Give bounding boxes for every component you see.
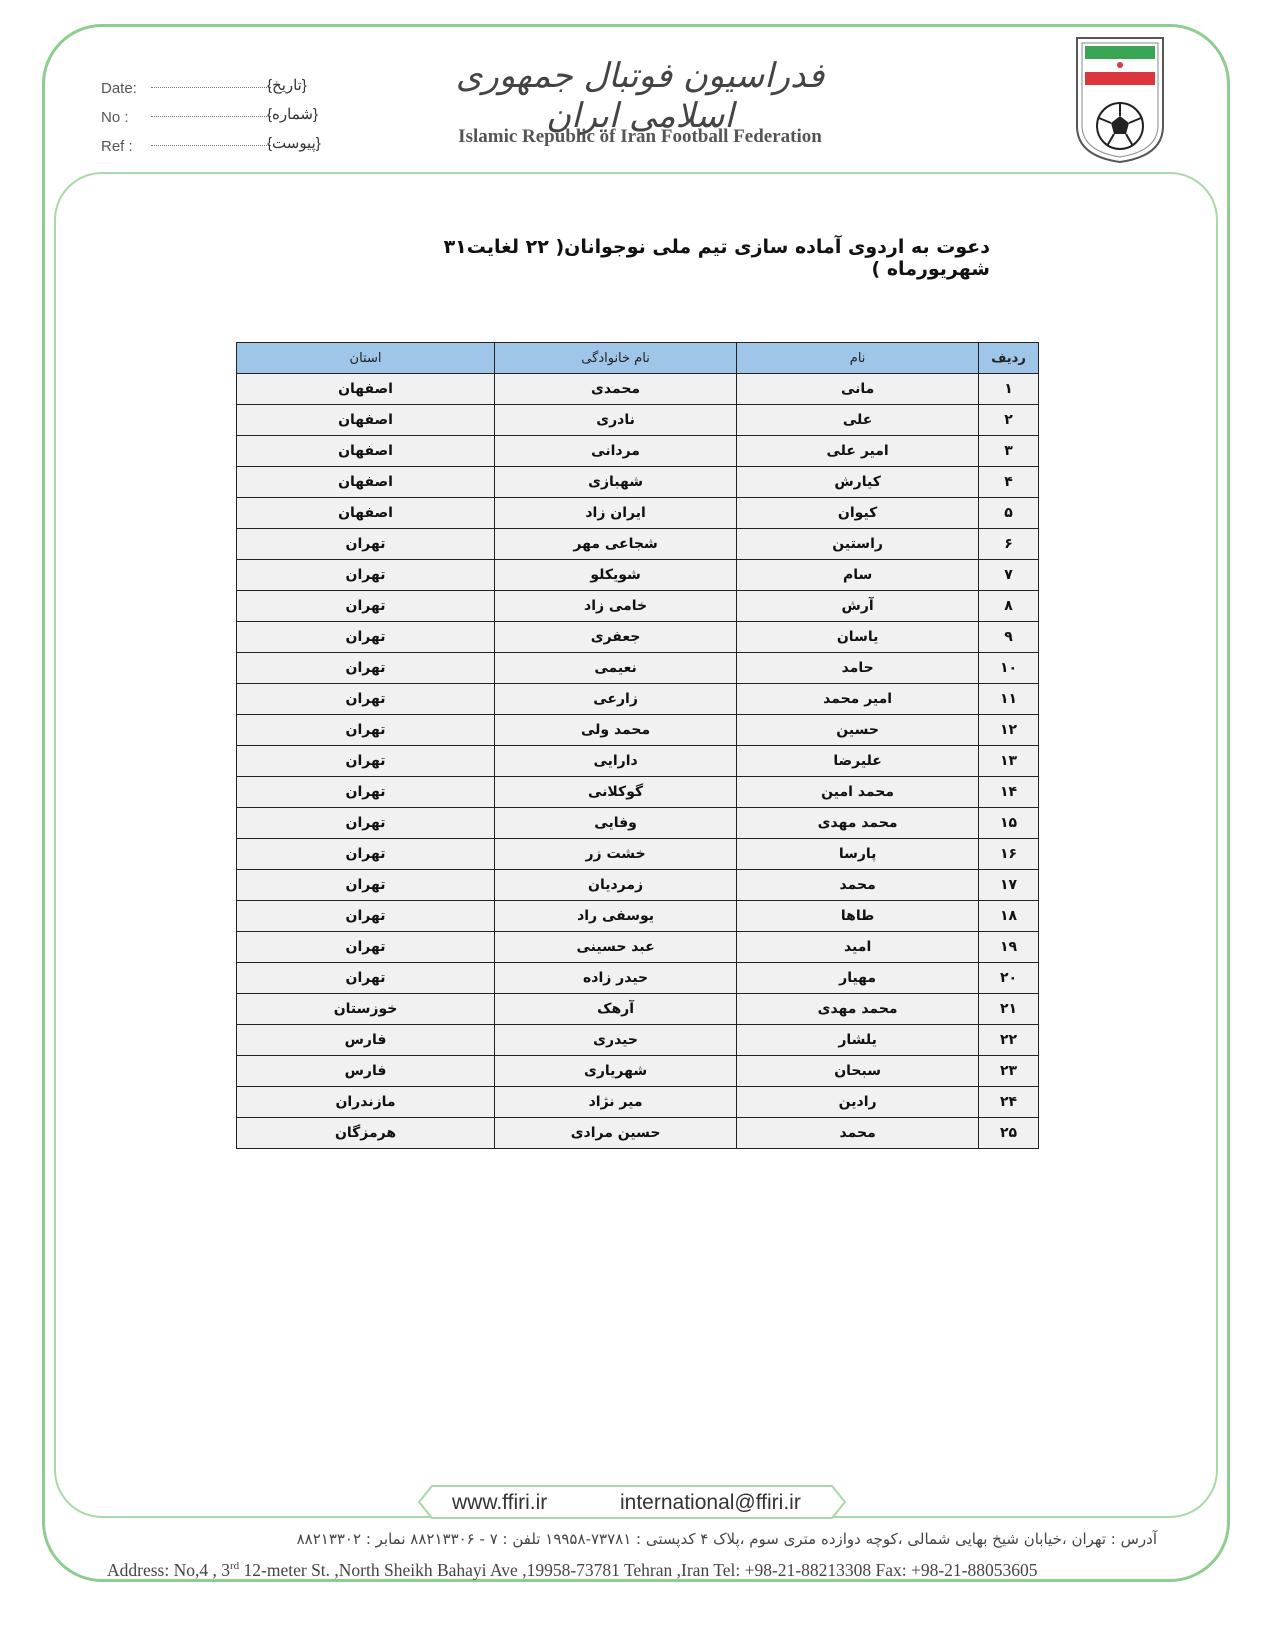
column-header-province: استان <box>237 343 495 374</box>
meta-dotted-line <box>151 145 271 146</box>
cell-row-index: ۲۳ <box>979 1056 1039 1087</box>
cell-province: تهران <box>237 901 495 932</box>
federation-name-english: Islamic Republic of Iran Football Federation <box>458 126 822 147</box>
cell-last-name: میر نژاد <box>495 1087 737 1118</box>
cell-last-name: زارعی <box>495 684 737 715</box>
cell-province: فارس <box>237 1025 495 1056</box>
table-row <box>237 436 1039 467</box>
cell-province: تهران <box>237 715 495 746</box>
cell-row-index: ۲ <box>979 405 1039 436</box>
meta-ref-value: {پیوست} <box>267 135 321 152</box>
cell-last-name: جعفری <box>495 622 737 653</box>
letter-meta <box>101 76 321 163</box>
address-part: Address: No,4 , 3 <box>107 1560 230 1580</box>
cell-province: تهران <box>237 529 495 560</box>
cell-first-name: راستین <box>737 529 979 560</box>
cell-last-name: شجاعی مهر <box>495 529 737 560</box>
address-part: 12-meter St. ,North Sheikh Bahayi Ave ,19958-73781 Tehran ,Iran Tel: +98-21-88213308 Fax: +98-21-88053605 <box>239 1560 1038 1580</box>
cell-row-index: ۱۸ <box>979 901 1039 932</box>
cell-row-index: ۱۵ <box>979 808 1039 839</box>
cell-first-name: امیر محمد <box>737 684 979 715</box>
table-row <box>237 1025 1039 1056</box>
cell-province: تهران <box>237 839 495 870</box>
federation-logo-icon <box>1073 34 1167 164</box>
cell-row-index: ۳ <box>979 436 1039 467</box>
cell-row-index: ۱۶ <box>979 839 1039 870</box>
table-row <box>237 808 1039 839</box>
cell-row-index: ۴ <box>979 467 1039 498</box>
address-ordinal: rd <box>229 1560 240 1573</box>
table-row <box>237 715 1039 746</box>
cell-first-name: یاسان <box>737 622 979 653</box>
cell-province: تهران <box>237 591 495 622</box>
meta-dotted-line <box>151 116 271 117</box>
cell-row-index: ۸ <box>979 591 1039 622</box>
cell-first-name: رادین <box>737 1087 979 1118</box>
table-row <box>237 1087 1039 1118</box>
cell-province: اصفهان <box>237 436 495 467</box>
cell-row-index: ۱۴ <box>979 777 1039 808</box>
cell-last-name: زمردیان <box>495 870 737 901</box>
table-row <box>237 374 1039 405</box>
cell-first-name: سام <box>737 560 979 591</box>
cell-first-name: محمد <box>737 870 979 901</box>
cell-province: اصفهان <box>237 405 495 436</box>
meta-dotted-line <box>151 87 271 88</box>
cell-row-index: ۶ <box>979 529 1039 560</box>
cell-province: تهران <box>237 932 495 963</box>
cell-last-name: دارایی <box>495 746 737 777</box>
cell-first-name: محمد امین <box>737 777 979 808</box>
cell-province: اصفهان <box>237 498 495 529</box>
cell-province: تهران <box>237 653 495 684</box>
cell-last-name: وفایی <box>495 808 737 839</box>
document-title: دعوت به اردوی آماده سازی تیم ملی نوجوانان( ۲۲ لغایت۳۱ شهریورماه ) <box>443 236 990 280</box>
cell-province: اصفهان <box>237 467 495 498</box>
footer-address-english <box>107 1560 1167 1581</box>
cell-last-name: خشت زر <box>495 839 737 870</box>
cell-province: تهران <box>237 777 495 808</box>
table-row <box>237 932 1039 963</box>
cell-first-name: امیر علی <box>737 436 979 467</box>
table-row <box>237 467 1039 498</box>
cell-last-name: آرهک <box>495 994 737 1025</box>
cell-first-name: محمد مهدی <box>737 994 979 1025</box>
cell-last-name: حیدر زاده <box>495 963 737 994</box>
cell-province: تهران <box>237 870 495 901</box>
cell-last-name: ایران زاد <box>495 498 737 529</box>
cell-row-index: ۱۲ <box>979 715 1039 746</box>
cell-last-name: گوکلانی <box>495 777 737 808</box>
cell-row-index: ۵ <box>979 498 1039 529</box>
cell-last-name: حیدری <box>495 1025 737 1056</box>
meta-date-row <box>101 76 321 105</box>
cell-province: تهران <box>237 746 495 777</box>
cell-row-index: ۲۰ <box>979 963 1039 994</box>
cell-first-name: سبحان <box>737 1056 979 1087</box>
meta-date-value: {تاریخ} <box>267 77 307 94</box>
cell-row-index: ۱۷ <box>979 870 1039 901</box>
cell-province: هرمزگان <box>237 1118 495 1149</box>
cell-first-name: پارسا <box>737 839 979 870</box>
table-row <box>237 653 1039 684</box>
cell-first-name: کیارش <box>737 467 979 498</box>
table-header-row <box>237 343 1039 374</box>
cell-province: تهران <box>237 963 495 994</box>
table-row <box>237 746 1039 777</box>
cell-first-name: محمد مهدی <box>737 808 979 839</box>
table-row <box>237 870 1039 901</box>
cell-last-name: نعیمی <box>495 653 737 684</box>
cell-last-name: خامی زاد <box>495 591 737 622</box>
cell-last-name: شهبازی <box>495 467 737 498</box>
meta-number-value: {شماره} <box>267 106 318 123</box>
cell-row-index: ۱۱ <box>979 684 1039 715</box>
table-row <box>237 901 1039 932</box>
cell-province: تهران <box>237 622 495 653</box>
cell-province: فارس <box>237 1056 495 1087</box>
cell-province: خوزستان <box>237 994 495 1025</box>
cell-province: تهران <box>237 684 495 715</box>
federation-name-persian: فدراسیون فوتبال جمهوری اسلامی ایران <box>455 56 825 136</box>
table-row <box>237 405 1039 436</box>
meta-ref-row <box>101 134 321 163</box>
footer-address-persian: آدرس : تهران ،خیابان شیخ بهایی شمالی ،کوچه دوازده متری سوم ،پلاک ۴ کدپستی : ۷۳۷۸۱-۱۹۹۵۸ تلفن : ۷ - ۸۸۲۱۳۳۰۶ نمابر : ۸۸۲۱۳۳۰۲ <box>296 1530 1157 1548</box>
cell-row-index: ۱ <box>979 374 1039 405</box>
cell-row-index: ۲۲ <box>979 1025 1039 1056</box>
cell-last-name: شهریاری <box>495 1056 737 1087</box>
cell-row-index: ۷ <box>979 560 1039 591</box>
cell-last-name: شویکلو <box>495 560 737 591</box>
roster-table <box>236 342 1039 1149</box>
table-row <box>237 622 1039 653</box>
cell-province: مازندران <box>237 1087 495 1118</box>
meta-number-row <box>101 105 321 134</box>
table-row <box>237 1056 1039 1087</box>
cell-first-name: علی <box>737 405 979 436</box>
meta-date-label: Date: <box>101 80 137 97</box>
cell-first-name: کیوان <box>737 498 979 529</box>
cell-first-name: مهیار <box>737 963 979 994</box>
cell-last-name: محمد ولی <box>495 715 737 746</box>
table-row <box>237 777 1039 808</box>
cell-last-name: نادری <box>495 405 737 436</box>
cell-row-index: ۱۹ <box>979 932 1039 963</box>
meta-ref-label: Ref : <box>101 138 133 155</box>
cell-last-name: یوسفی راد <box>495 901 737 932</box>
cell-first-name: آرش <box>737 591 979 622</box>
cell-province: تهران <box>237 560 495 591</box>
cell-first-name: محمد <box>737 1118 979 1149</box>
cell-first-name: امید <box>737 932 979 963</box>
table-row <box>237 684 1039 715</box>
cell-first-name: حسین <box>737 715 979 746</box>
cell-last-name: مردانی <box>495 436 737 467</box>
column-header-index: ردیف <box>979 343 1039 374</box>
cell-row-index: ۲۱ <box>979 994 1039 1025</box>
table-row <box>237 560 1039 591</box>
table-row <box>237 963 1039 994</box>
column-header-first-name: نام <box>737 343 979 374</box>
cell-first-name: علیرضا <box>737 746 979 777</box>
cell-last-name: حسین مرادی <box>495 1118 737 1149</box>
column-header-last-name: نام خانوادگی <box>495 343 737 374</box>
roster-table-body <box>237 374 1039 1149</box>
cell-row-index: ۱۰ <box>979 653 1039 684</box>
footer-email: international@ffiri.ir <box>620 1491 801 1514</box>
cell-first-name: طاها <box>737 901 979 932</box>
table-row <box>237 529 1039 560</box>
cell-province: اصفهان <box>237 374 495 405</box>
table-row <box>237 591 1039 622</box>
footer-website: www.ffiri.ir <box>452 1491 548 1514</box>
cell-first-name: حامد <box>737 653 979 684</box>
table-row <box>237 498 1039 529</box>
meta-number-label: No : <box>101 109 129 126</box>
table-row <box>237 1118 1039 1149</box>
table-row <box>237 994 1039 1025</box>
cell-row-index: ۱۳ <box>979 746 1039 777</box>
cell-first-name: مانی <box>737 374 979 405</box>
cell-last-name: محمدی <box>495 374 737 405</box>
cell-row-index: ۲۴ <box>979 1087 1039 1118</box>
cell-row-index: ۹ <box>979 622 1039 653</box>
cell-last-name: عبد حسینی <box>495 932 737 963</box>
table-row <box>237 839 1039 870</box>
cell-province: تهران <box>237 808 495 839</box>
cell-row-index: ۲۵ <box>979 1118 1039 1149</box>
cell-first-name: یلشار <box>737 1025 979 1056</box>
